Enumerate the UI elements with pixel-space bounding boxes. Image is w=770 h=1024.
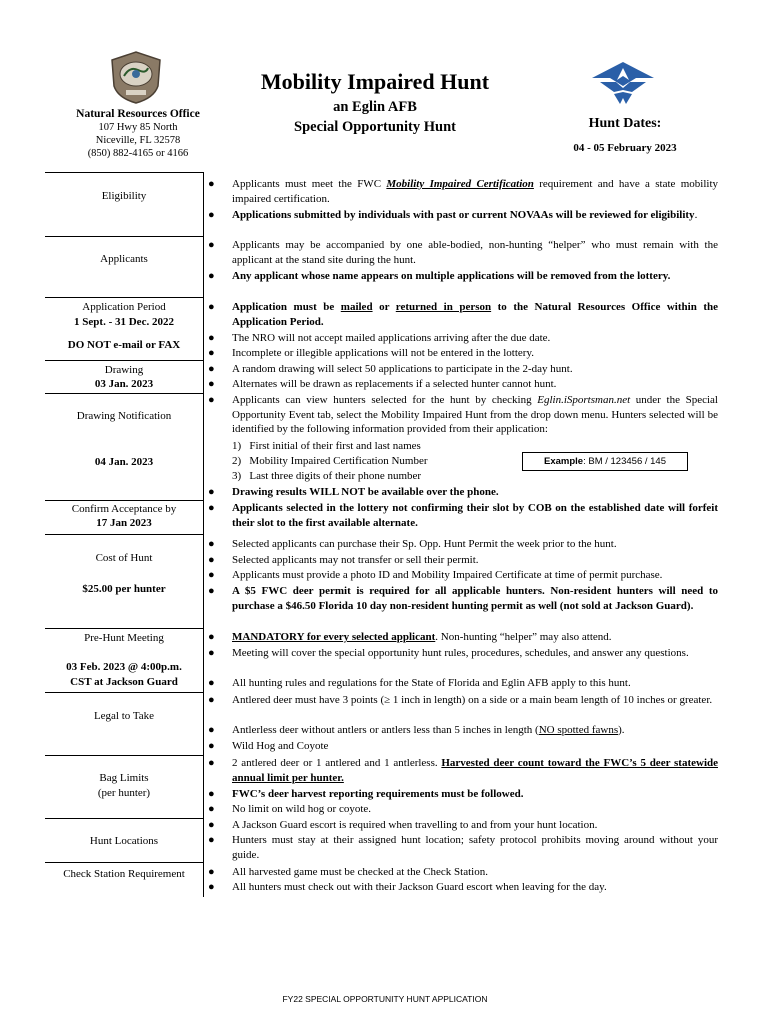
notification-list-1: 1) First initial of their first and last names bbox=[232, 440, 421, 452]
bullet-icon: ● bbox=[208, 647, 215, 659]
row-divider bbox=[45, 755, 203, 756]
locations-item-2: Hunters must stay at their assigned hunt location; safety protocol prohibits moving around without your guide. bbox=[232, 834, 718, 861]
bullet-icon: ● bbox=[208, 332, 215, 344]
label-legal-to-take: Legal to Take bbox=[93, 710, 155, 722]
bullet-icon: ● bbox=[208, 788, 215, 800]
label-drawing-date: 03 Jan. 2023 bbox=[94, 378, 154, 390]
office-phone: (850) 882-4165 or 4166 bbox=[87, 148, 189, 159]
label-application-dates: 1 Sept. - 31 Dec. 2022 bbox=[74, 316, 174, 328]
bag-item-2: FWC’s deer harvest reporting requirements must be followed. bbox=[232, 788, 524, 800]
bullet-icon: ● bbox=[208, 394, 215, 406]
bullet-icon: ● bbox=[208, 631, 215, 643]
label-notification-date: 04 Jan. 2023 bbox=[94, 456, 154, 468]
air-force-wings-icon bbox=[592, 56, 654, 106]
notification-item-2: Drawing results WILL NOT be available over the phone. bbox=[232, 486, 499, 498]
notification-list-2: 2) Mobility Impaired Certification Number bbox=[232, 455, 428, 467]
cost-item-4: A $5 FWC deer permit is required for all applicable hunters. Non-resident hunters will need to purchase a $46.50 Florida 10 day non-resident hunting permit as well (not sold at Jackson Guard). bbox=[232, 585, 718, 612]
label-drawing: Drawing bbox=[104, 364, 144, 376]
hunt-dates-block bbox=[540, 115, 710, 154]
bullet-icon: ● bbox=[208, 378, 215, 390]
page-subtitle-2: Special Opportunity Hunt bbox=[294, 119, 456, 135]
label-drawing-notification: Drawing Notification bbox=[76, 410, 172, 422]
page-title: Mobility Impaired Hunt bbox=[260, 69, 490, 94]
example-box: Example: BM / 123456 / 145 bbox=[522, 452, 688, 471]
jackson-guard-seal-icon bbox=[108, 50, 164, 104]
check-item-1: All harvested game must be checked at the Check Station. bbox=[232, 866, 488, 878]
row-divider bbox=[45, 534, 203, 535]
hunt-dates-value: 04 - 05 February 2023 bbox=[573, 142, 677, 154]
applicants-item-1: Applicants may be accompanied by one able-bodied, non-hunting “helper” who must remain with the applicant at the stand site during the hunt. bbox=[232, 239, 718, 266]
bullet-icon: ● bbox=[208, 819, 215, 831]
confirm-item-1: Applicants selected in the lottery not confirming their slot by COB on the established date will forfeit their slot to the first available alternate. bbox=[232, 502, 718, 529]
row-divider bbox=[45, 500, 203, 501]
locations-item-1: A Jackson Guard escort is required when travelling to and from your hunt location. bbox=[232, 819, 598, 831]
check-item-2: All hunters must check out with their Jackson Guard escort when leaving for the day. bbox=[232, 881, 607, 893]
bullet-icon: ● bbox=[208, 724, 215, 736]
bullet-icon: ● bbox=[208, 363, 215, 375]
drawing-item-2: Alternates will be drawn as replacements if a selected hunter cannot hunt. bbox=[232, 378, 557, 390]
column-divider bbox=[203, 172, 204, 897]
bullet-icon: ● bbox=[208, 694, 215, 706]
period-item-2: The NRO will not accept mailed applications arriving after the due date. bbox=[232, 332, 551, 344]
office-name: Natural Resources Office bbox=[76, 108, 200, 120]
bullet-icon: ● bbox=[208, 757, 215, 769]
eligibility-item-1: Applicants must meet the FWC Mobility Impaired Certification requirement and have a state mobility impaired certification. bbox=[232, 178, 719, 205]
label-prehunt-date: 03 Feb. 2023 @ 4:00p.m. bbox=[66, 661, 182, 673]
notification-item-1: Applicants can view hunters selected for the hunt by checking Eglin.iSportsman.net under the Special Opportunity Event tab, select the Mobility Impaired Hunt from the drop down menu. Hunters selected will be identified by the following information provided from their application: bbox=[232, 394, 718, 435]
bullet-icon: ● bbox=[208, 740, 215, 752]
bag-item-3: No limit on wild hog or coyote. bbox=[232, 803, 372, 815]
legal-item-3: Wild Hog and Coyote bbox=[232, 740, 329, 752]
eligibility-item-2: Applications submitted by individuals with past or current NOVAAs will be reviewed for eligibility. bbox=[232, 209, 698, 221]
bullet-icon: ● bbox=[208, 270, 215, 282]
row-divider bbox=[45, 297, 203, 298]
row-divider bbox=[45, 628, 203, 629]
office-address-block bbox=[58, 108, 218, 160]
cost-item-2: Selected applicants may not transfer or sell their permit. bbox=[232, 554, 479, 566]
row-divider bbox=[45, 172, 203, 173]
bullet-icon: ● bbox=[208, 569, 215, 581]
bullet-icon: ● bbox=[208, 502, 215, 514]
row-divider bbox=[45, 862, 203, 863]
meeting-item-1: MANDATORY for every selected applicant. Non-hunting “helper” may also attend. bbox=[232, 631, 612, 643]
label-check-station: Check Station Requirement bbox=[63, 868, 185, 880]
cost-item-3: Applicants must provide a photo ID and Mobility Impaired Certificate at time of permit purchase. bbox=[232, 569, 663, 581]
bullet-icon: ● bbox=[208, 178, 215, 190]
row-divider bbox=[45, 818, 203, 819]
label-eligibility: Eligibility bbox=[101, 190, 147, 202]
legal-item-2: Antlerless deer without antlers or antlers less than 5 inches in length (NO spotted fawns). bbox=[232, 724, 625, 736]
bullet-icon: ● bbox=[208, 881, 215, 893]
cost-item-1: Selected applicants can purchase their Sp. Opp. Hunt Permit the week prior to the hunt. bbox=[232, 538, 617, 550]
page-footer: FY22 SPECIAL OPPORTUNITY HUNT APPLICATION bbox=[282, 994, 488, 1004]
hunt-dates-heading: Hunt Dates: bbox=[588, 116, 662, 131]
title-block bbox=[225, 68, 525, 136]
label-cost: Cost of Hunt bbox=[95, 552, 153, 564]
bullet-icon: ● bbox=[208, 239, 215, 251]
legal-item-1: Antlered deer must have 3 points (≥ 1 inch in length) on a side or a main beam length of 10 inches or greater. bbox=[232, 694, 713, 706]
period-item-3: Incomplete or illegible applications will not be entered in the lottery. bbox=[232, 347, 535, 359]
label-confirm-date: 17 Jan 2023 bbox=[96, 517, 152, 529]
bullet-icon: ● bbox=[208, 347, 215, 359]
label-hunt-locations: Hunt Locations bbox=[89, 835, 159, 847]
bullet-icon: ● bbox=[208, 834, 215, 846]
bullet-icon: ● bbox=[208, 677, 215, 689]
label-cost-value: $25.00 per hunter bbox=[82, 583, 166, 595]
row-divider bbox=[45, 236, 203, 237]
bullet-icon: ● bbox=[208, 803, 215, 815]
label-prehunt-meeting: Pre-Hunt Meeting bbox=[84, 632, 164, 644]
drawing-item-1: A random drawing will select 50 applications to participate in the 2-day hunt. bbox=[232, 363, 573, 375]
period-item-1: Application must be mailed or returned in person to the Natural Resources Office within the Application Period. bbox=[232, 301, 718, 328]
bullet-icon: ● bbox=[208, 866, 215, 878]
notification-list-3: 3) Last three digits of their phone number bbox=[232, 470, 422, 482]
office-address-line1: 107 Hwy 85 North bbox=[98, 122, 178, 133]
applicants-item-2: Any applicant whose name appears on multiple applications will be removed from the lottery. bbox=[232, 270, 671, 282]
label-application-period: Application Period bbox=[82, 301, 166, 313]
row-divider bbox=[45, 360, 203, 361]
bullet-icon: ● bbox=[208, 486, 215, 498]
label-confirm-acceptance: Confirm Acceptance by bbox=[71, 503, 177, 515]
bullet-icon: ● bbox=[208, 585, 215, 597]
bullet-icon: ● bbox=[208, 301, 215, 313]
row-divider bbox=[45, 692, 203, 693]
bullet-icon: ● bbox=[208, 538, 215, 550]
label-bag-limits-sub: (per hunter) bbox=[97, 787, 151, 799]
page-subtitle-1: an Eglin AFB bbox=[333, 99, 417, 115]
row-divider bbox=[45, 393, 203, 394]
label-bag-limits: Bag Limits bbox=[99, 772, 149, 784]
label-no-email: DO NOT e-mail or FAX bbox=[67, 339, 181, 351]
meeting-item-3: All hunting rules and regulations for the State of Florida and Eglin AFB apply to this hunt. bbox=[232, 677, 631, 689]
meeting-item-2: Meeting will cover the special opportunity hunt rules, procedures, schedules, and answer any questions. bbox=[232, 647, 689, 659]
office-address-line2: Niceville, FL 32578 bbox=[95, 135, 181, 146]
label-prehunt-place: CST at Jackson Guard bbox=[70, 676, 178, 688]
bullet-icon: ● bbox=[208, 554, 215, 566]
label-applicants: Applicants bbox=[100, 253, 148, 265]
bag-item-1: 2 antlered deer or 1 antlered and 1 antlerless. Harvested deer count toward the FWC’s 5 deer statewide annual limit per hunter. bbox=[232, 757, 718, 784]
bullet-icon: ● bbox=[208, 209, 215, 221]
